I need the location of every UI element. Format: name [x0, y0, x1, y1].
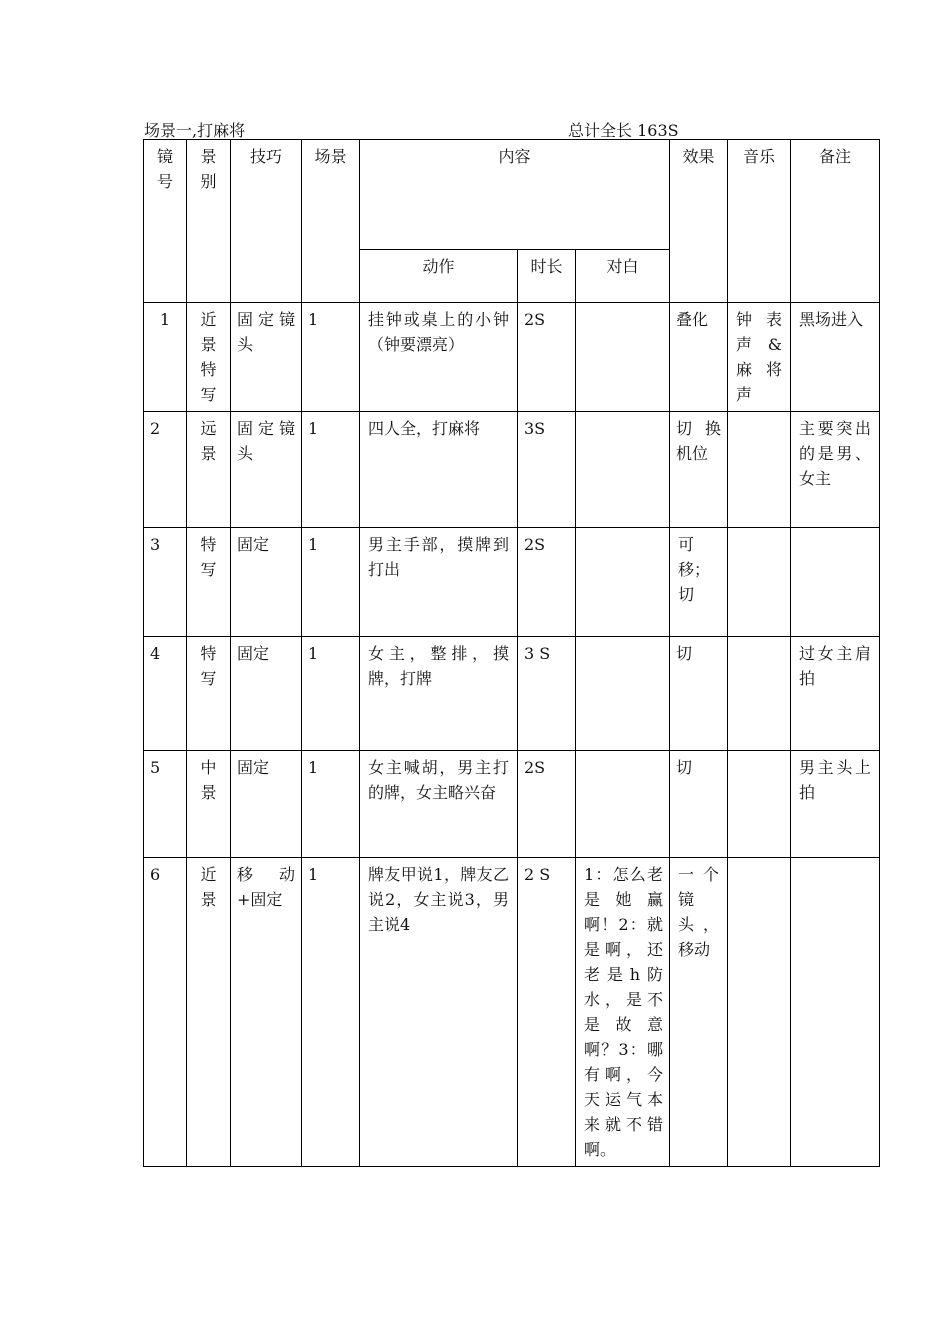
- cell-tech: 固定: [231, 751, 302, 858]
- cell-scene: 1: [302, 303, 360, 412]
- cell-tech: 固定镜头: [231, 303, 302, 412]
- storyboard-table: [143, 139, 880, 1167]
- cell-duration: 3 S: [518, 637, 576, 751]
- cell-size: 近景: [187, 858, 231, 1167]
- total-length: 总计全长 163S: [568, 121, 679, 140]
- scene-title: 场景一,打麻将: [144, 121, 246, 140]
- cell-no: 4: [144, 637, 187, 751]
- cell-dialogue: [576, 637, 670, 751]
- cell-no: 3: [144, 528, 187, 637]
- cell-dialogue: 1：怎么老是她赢啊！2：就是啊，还老是h防水，是不是故意啊？3：哪有啊，今天运气本来就不错啊。: [576, 858, 670, 1167]
- cell-tech: 固定: [231, 528, 302, 637]
- cell-scene: 1: [302, 412, 360, 528]
- col-dialogue: 对白: [576, 250, 670, 303]
- cell-dialogue: [576, 528, 670, 637]
- cell-effect: 一个镜头，移动: [670, 858, 728, 1167]
- cell-scene: 1: [302, 528, 360, 637]
- table-row: [144, 637, 880, 751]
- col-duration: 时长: [518, 250, 576, 303]
- cell-notes: [791, 528, 880, 637]
- cell-action: 挂钟或桌上的小钟（钟要漂亮）: [360, 303, 518, 412]
- cell-effect: 可移；切: [670, 528, 728, 637]
- cell-action: 女主喊胡，男主打的牌，女主略兴奋: [360, 751, 518, 858]
- cell-duration: 3S: [518, 412, 576, 528]
- cell-duration: 2 S: [518, 858, 576, 1167]
- cell-no: 6: [144, 858, 187, 1167]
- cell-music: [728, 858, 791, 1167]
- cell-no: 1: [144, 303, 187, 412]
- cell-notes: 男主头上拍: [791, 751, 880, 858]
- cell-music: [728, 412, 791, 528]
- cell-scene: 1: [302, 858, 360, 1167]
- cell-effect: 切换机位: [670, 412, 728, 528]
- col-action: 动作: [360, 250, 518, 303]
- col-scene: 场景: [302, 140, 360, 303]
- cell-music: [728, 637, 791, 751]
- table-row: [144, 858, 880, 1167]
- cell-notes: 黑场进入: [791, 303, 880, 412]
- cell-duration: 2S: [518, 751, 576, 858]
- cell-size: 远景: [187, 412, 231, 528]
- col-notes: 备注: [791, 140, 880, 303]
- cell-action: 女主，整排，摸牌，打牌: [360, 637, 518, 751]
- col-shot-size: 景别: [187, 140, 231, 303]
- header-row-1: [144, 140, 880, 250]
- cell-size: 特写: [187, 637, 231, 751]
- cell-size: 特写: [187, 528, 231, 637]
- col-content: 内容: [360, 140, 670, 250]
- cell-tech: 固定镜头: [231, 412, 302, 528]
- cell-effect: 切: [670, 637, 728, 751]
- cell-dialogue: [576, 412, 670, 528]
- cell-notes: [791, 858, 880, 1167]
- cell-size: 近景特写: [187, 303, 231, 412]
- cell-action: 四人全，打麻将: [360, 412, 518, 528]
- cell-dialogue: [576, 751, 670, 858]
- cell-music: 钟表声&麻将声: [728, 303, 791, 412]
- cell-action: 牌友甲说1，牌友乙说2，女主说3，男主说4: [360, 858, 518, 1167]
- cell-music: [728, 528, 791, 637]
- col-shot-no: 镜号: [144, 140, 187, 303]
- cell-effect: 叠化: [670, 303, 728, 412]
- table-row: [144, 751, 880, 858]
- cell-effect: 切: [670, 751, 728, 858]
- col-technique: 技巧: [231, 140, 302, 303]
- cell-scene: 1: [302, 751, 360, 858]
- cell-dialogue: [576, 303, 670, 412]
- col-effect: 效果: [670, 140, 728, 303]
- cell-size: 中景: [187, 751, 231, 858]
- cell-tech: 固定: [231, 637, 302, 751]
- cell-notes: 过女主肩拍: [791, 637, 880, 751]
- cell-duration: 2S: [518, 303, 576, 412]
- cell-scene: 1: [302, 637, 360, 751]
- col-music: 音乐: [728, 140, 791, 303]
- cell-no: 5: [144, 751, 187, 858]
- cell-tech: 移动+固定: [231, 858, 302, 1167]
- cell-notes: 主要突出的是男、女主: [791, 412, 880, 528]
- table-row: [144, 303, 880, 412]
- cell-music: [728, 751, 791, 858]
- cell-duration: 2S: [518, 528, 576, 637]
- cell-no: 2: [144, 412, 187, 528]
- table-row: [144, 412, 880, 528]
- table-row: [144, 528, 880, 637]
- cell-action: 男主手部，摸牌到打出: [360, 528, 518, 637]
